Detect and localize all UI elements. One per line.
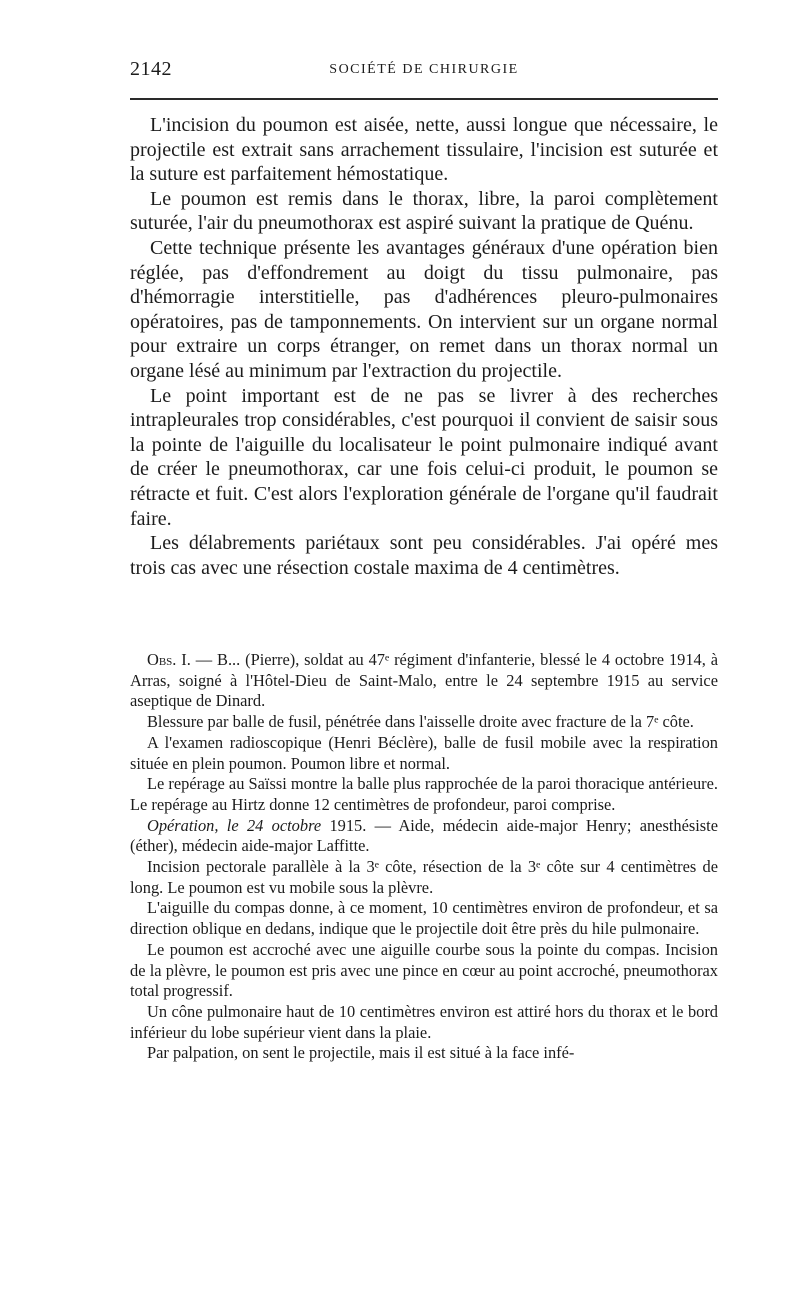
paragraph: Les délabrements pariétaux sont peu considérables. J'ai opéré mes trois cas avec une résection costale maxima de 4 centimètres.	[130, 532, 718, 579]
page-header	[130, 58, 718, 84]
paragraph: Cette technique présente les avantages généraux d'une opération bien réglée, pas d'effondrement au doigt du tissu pulmonaire, pas d'hémorragie interstitielle, pas d'adhérences pleuro-pulmonaires opératoires, pas de tamponnements. On intervient sur un organe normal pour extraire un corps étranger, on remet dans un thorax normal un organe lésé au minimum par l'extraction du projectile.	[130, 236, 718, 382]
page-number: 2142	[130, 58, 172, 80]
observation-intro	[130, 650, 718, 712]
paragraph: Le point important est de ne pas se livrer à des recherches intrapleurales trop considérables, c'est pourquoi il convient de saisir sous la pointe de l'aiguille du localisateur le point pulmonaire indiqué avant de créer le pneumothorax, car une fois celui-ci produit, le poumon se rétracte et fuit. C'est alors l'exploration générale de l'organe qu'il faudrait faire.	[130, 384, 718, 530]
paragraph: Le poumon est remis dans le thorax, libre, la paroi complètement suturée, l'air du pneumothorax est aspiré suivant la pratique de Quénu.	[130, 187, 718, 235]
observation-paragraph: L'aiguille du compas donne, à ce moment, 10 centimètres environ de profondeur, et sa direction oblique en dedans, indique que le projectile doit être près du hile pulmonaire.	[130, 898, 718, 939]
operation-label: Opération, le 24 octobre	[147, 815, 322, 835]
paragraph: L'incision du poumon est aisée, nette, aussi longue que nécessaire, le projectile est extrait sans arrachement tissulaire, l'incision est suturée et la suture est parfaitement hémostatique.	[130, 114, 718, 186]
operation-text: 1915. — Aide, médecin aide-major Henry; anesthésiste (éther), médecin aide-major Laffitte.	[130, 815, 718, 856]
header-rule	[130, 98, 718, 100]
observation-paragraph: Incision pectorale parallèle à la 3ᵉ côte, résection de la 3ᵉ côte sur 4 centimètres de long. Le poumon est vu mobile sous la plèvre.	[130, 857, 718, 897]
observation-paragraph: A l'examen radioscopique (Henri Béclère), balle de fusil mobile avec la respiration située en plein poumon. Poumon libre et normal.	[130, 732, 718, 773]
main-text	[130, 113, 718, 580]
observation-paragraph: Un cône pulmonaire haut de 10 centimètres environ est attiré hors du thorax et le bord inférieur du lobe supérieur vient dans la plaie.	[130, 1001, 718, 1042]
observation-section	[130, 650, 718, 1064]
observation-intro-text: — B... (Pierre), soldat au 47ᵉ régiment d'infanterie, blessé le 4 octobre 1914, à Arras, soigné à l'Hôtel-Dieu de Saint-Malo, entre le 24 septembre 1915 au service aseptique de Dinard.	[130, 650, 718, 711]
observation-paragraph: Le poumon est accroché avec une aiguille courbe sous la pointe du compas. Incision de la plèvre, le poumon est pris avec une pince en cœur au point accroché, pneumothorax total progressif.	[130, 939, 718, 1001]
observation-paragraph: Blessure par balle de fusil, pénétrée dans l'aisselle droite avec fracture de la 7ᵉ côte.	[147, 712, 694, 732]
observation-label: Obs. I.	[147, 650, 191, 669]
operation-paragraph	[130, 816, 718, 857]
observation-paragraph: Par palpation, on sent le projectile, mais il est situé à la face infé-	[147, 1043, 575, 1063]
observation-paragraph: Le repérage au Saïssi montre la balle plus rapprochée de la paroi thoracique antérieure. Le repérage au Hirtz donne 12 centimètres de profondeur, paroi comprise.	[130, 774, 718, 814]
running-title: SOCIÉTÉ DE CHIRURGIE	[329, 62, 519, 77]
